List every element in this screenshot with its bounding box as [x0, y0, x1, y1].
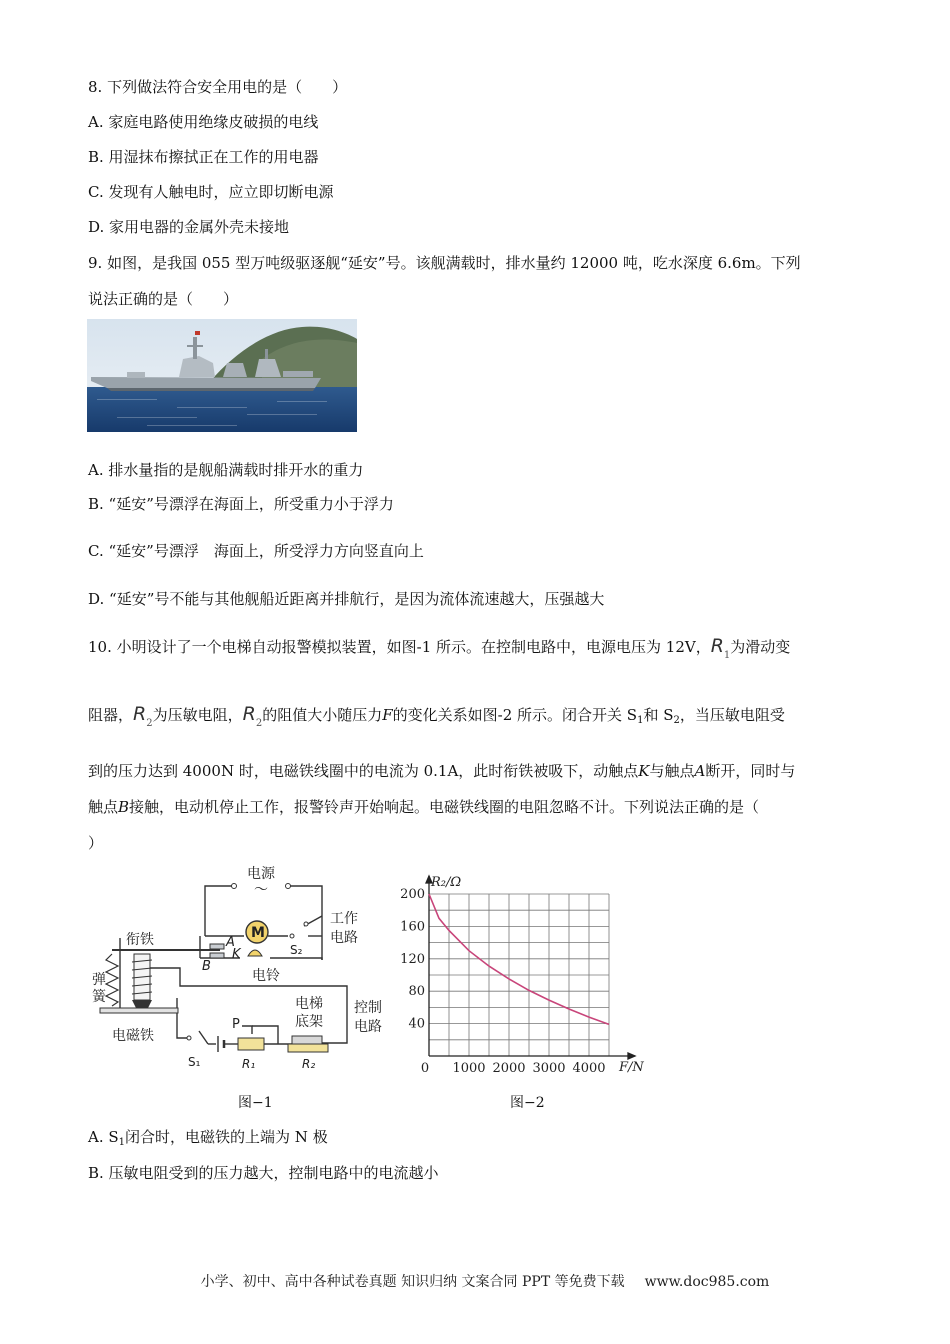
x-tick-label: 1000	[452, 1061, 486, 1076]
y-tick-label: 200	[400, 887, 425, 902]
q9-stem-line1: 9. 如图，是我国 055 型万吨级驱逐舰“延安”号。该舰满载时，排水量约 12000 吨，吃水深度 6.6m。下列	[88, 254, 801, 272]
q9-option-c: C. “延安”号漂浮 海面上，所受浮力方向竖直向上	[88, 542, 424, 560]
svg-text:簧: 簧	[92, 989, 106, 1005]
svg-text:S₂: S₂	[290, 943, 303, 957]
graph-xlabel: F/N	[619, 1060, 644, 1075]
y-tick-label: 80	[408, 984, 425, 1000]
q10-line3: 到的压力达到 4000N 时，电磁铁线圈中的电流为 0.1A，此时衔铁被吸下，动触点K与触点A断开，同时与	[88, 762, 796, 780]
x-axis-arrow	[628, 1053, 635, 1059]
q10-line4: 触点B接触，电动机停止工作，报警铃声开始响起。电磁铁线圈的电阻忽略不计。下列说法正确的是（	[88, 798, 760, 816]
svg-text:控制: 控制	[354, 1000, 382, 1016]
footer-left: 小学、初中、高中各种试卷真题 知识归纳 文案合同 PPT 等免费下载	[200, 1274, 625, 1290]
svg-text:M: M	[251, 925, 265, 941]
svg-text:R₁: R₁	[242, 1057, 256, 1071]
x-tick-label: 0	[420, 1061, 430, 1076]
q10-line2: 阻器，$R_2$为压敏电阻，$R_2$的阻值大小随压力F的变化关系如图-2 所示。闭合开关 $S_1$和 $S_2$，当压敏电阻受	[88, 703, 785, 729]
svg-text:～: ～	[254, 882, 268, 898]
svg-text:底架: 底架	[295, 1014, 323, 1030]
fig2-caption: 图−2	[510, 1095, 545, 1111]
fig1-caption: 图−1	[238, 1095, 273, 1111]
q8-option-d: D. 家用电器的金属外壳未接地	[88, 218, 290, 236]
svg-text:电梯: 电梯	[295, 996, 323, 1012]
q8-option-a: A. 家庭电路使用绝缘皮破损的电线	[88, 113, 319, 131]
x-tick-label: 3000	[532, 1061, 566, 1076]
footer-site: www.doc985.com	[644, 1274, 770, 1290]
svg-text:S₁: S₁	[188, 1055, 201, 1069]
x-tick-label: 4000	[572, 1061, 606, 1076]
q9-option-a: A. 排水量指的是舰船满载时排开水的重力	[88, 461, 364, 479]
q8-option-c: C. 发现有人触电时，应立即切断电源	[88, 183, 334, 201]
graph-grid	[429, 894, 609, 1056]
q10-line5: ）	[88, 834, 104, 852]
y-tick-label: 120	[400, 951, 425, 967]
q9-option-d: D. “延安”号不能与其他舰船近距离并排航行，是因为流体流速越大，压强越大	[88, 590, 605, 608]
svg-text:P: P	[232, 1017, 240, 1032]
svg-text:工作: 工作	[330, 911, 358, 927]
svg-text:衔铁: 衔铁	[126, 932, 154, 948]
svg-text:电源: 电源	[247, 866, 275, 882]
q10-option-b: B. 压敏电阻受到的压力越大，控制电路中的电流越小	[88, 1164, 439, 1182]
svg-text:电路: 电路	[330, 930, 358, 946]
y-tick-label: 40	[408, 1016, 425, 1032]
footer	[0, 1271, 950, 1291]
q8-stem: 8. 下列做法符合安全用电的是（ ）	[88, 78, 348, 96]
r2-curve	[429, 894, 609, 1024]
circuit-diagram	[92, 858, 392, 1088]
svg-text:电铃: 电铃	[252, 968, 280, 984]
svg-text:电路: 电路	[354, 1019, 382, 1035]
q10-option-a: A. $S_1$闭合时，电磁铁的上端为 N 极	[88, 1128, 328, 1148]
svg-text:弹: 弹	[92, 972, 106, 988]
r2-force-graph	[395, 866, 655, 1086]
svg-text:A: A	[226, 935, 235, 950]
q9-option-b: B. “延安”号漂浮在海面上，所受重力小于浮力	[88, 495, 394, 513]
destroyer-photo	[87, 319, 357, 432]
q8-option-b: B. 用湿抹布擦拭正在工作的用电器	[88, 148, 319, 166]
q10-line1: 10. 小明设计了一个电梯自动报警模拟装置，如图-1 所示。在控制电路中，电源电压为 12V，$R_1$为滑动变	[88, 635, 791, 661]
svg-text:电磁铁: 电磁铁	[112, 1028, 154, 1044]
svg-text:K: K	[232, 947, 241, 962]
graph-ylabel: R₂/Ω	[431, 875, 462, 890]
svg-text:R₂: R₂	[302, 1057, 316, 1071]
x-tick-label: 2000	[492, 1061, 526, 1076]
q9-stem-line2: 说法正确的是（ ）	[88, 290, 239, 308]
y-tick-label: 160	[400, 919, 425, 935]
svg-text:B: B	[202, 959, 211, 974]
